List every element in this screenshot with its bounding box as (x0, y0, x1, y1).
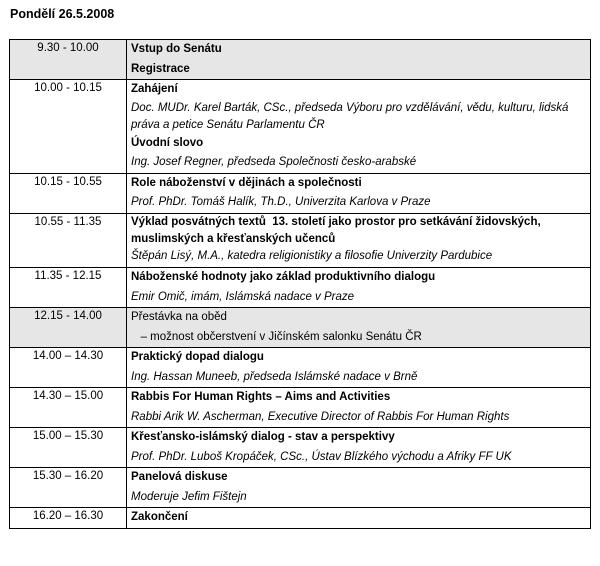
session-details (127, 468, 591, 508)
session-details (127, 268, 591, 308)
time-slot: 16.20 – 16.30 (10, 508, 127, 529)
schedule-row (10, 508, 591, 529)
session-details (127, 508, 591, 529)
schedule-table (9, 39, 591, 529)
speaker-text: Štěpán Lisý, M.A., katedra religionistiky a filosofie Univerzity Pardubice (131, 249, 493, 262)
speaker-text: Emir Omič, imám, Islámská nadace v Praze (131, 290, 355, 303)
time-slot: 14.00 – 14.30 (10, 348, 127, 388)
session-details (127, 40, 591, 80)
session-details (127, 428, 591, 468)
session-title: Praktický dopad dialogu (131, 351, 264, 363)
time-slot: 12.15 - 14.00 (10, 308, 127, 348)
session-title: – možnost občerstvení v Jičínském salonku Senátu ČR (131, 330, 422, 343)
speaker-text: Moderuje Jefim Fištejn (131, 490, 247, 503)
schedule-row (10, 468, 591, 508)
session-title: Registrace (131, 62, 190, 75)
schedule-row (10, 268, 591, 308)
session-details (127, 173, 591, 213)
speaker-text: Prof. PhDr. Luboš Kropáček, CSc., Ústav Blízkého východu a Afriky FF UK (131, 450, 512, 463)
schedule-row (10, 80, 591, 174)
session-details (127, 213, 591, 268)
session-details (127, 80, 591, 174)
speaker-text: Ing. Hassan Muneeb, předseda Islámské nadace v Brně (131, 370, 418, 383)
session-details (127, 348, 591, 388)
session-title: Křesťansko-islámský dialog - stav a perspektivy (131, 431, 395, 443)
session-title: Výklad posvátných textů 13. století jako prostor pro setkávání židovských, muslimských a křesťanských učenců (131, 215, 544, 245)
session-details (127, 388, 591, 428)
session-title: Přestávka na oběd (131, 311, 227, 323)
session-title: Role náboženství v dějinách a společnosti (131, 176, 362, 189)
page-title: Pondělí 26.5.2008 (10, 7, 115, 21)
session-title: Panelová diskuse (131, 471, 228, 483)
speaker-text: Rabbi Arik W. Ascherman, Executive Director of Rabbis For Human Rights (131, 410, 510, 423)
time-slot: 15.00 – 15.30 (10, 428, 127, 468)
schedule-body (10, 40, 591, 529)
time-slot: 10.00 - 10.15 (10, 80, 127, 174)
schedule-row (10, 308, 591, 348)
session-title: Zahájení (131, 83, 178, 95)
schedule-row (10, 348, 591, 388)
speaker-text: Ing. Josef Regner, předseda Společnosti česko-arabské (131, 156, 417, 168)
speaker-text: Doc. MUDr. Karel Barták, CSc., předseda Výboru pro vzdělávání, vědu, kulturu, lidská práva a petice Senátu Parlamentu ČR (131, 101, 572, 131)
time-slot: 14.30 – 15.00 (10, 388, 127, 428)
session-title: Zakončení (131, 511, 188, 523)
session-title: Vstup do Senátu (131, 43, 222, 55)
schedule-row (10, 388, 591, 428)
session-title: Úvodní slovo (131, 136, 204, 149)
speaker-text: Prof. PhDr. Tomáš Halík, Th.D., Univerzita Karlova v Praze (131, 196, 431, 208)
schedule-row (10, 213, 591, 268)
time-slot: 10.55 - 11.35 (10, 213, 127, 268)
time-slot: 15.30 – 16.20 (10, 468, 127, 508)
time-slot: 11.35 - 12.15 (10, 268, 127, 308)
schedule-row (10, 173, 591, 213)
session-title: Rabbis For Human Rights – Aims and Activities (131, 391, 391, 403)
schedule-row (10, 40, 591, 80)
time-slot: 9.30 - 10.00 (10, 40, 127, 80)
session-details (127, 308, 591, 348)
session-title: Náboženské hodnoty jako základ produktivního dialogu (131, 271, 436, 283)
schedule-row (10, 428, 591, 468)
time-slot: 10.15 - 10.55 (10, 173, 127, 213)
